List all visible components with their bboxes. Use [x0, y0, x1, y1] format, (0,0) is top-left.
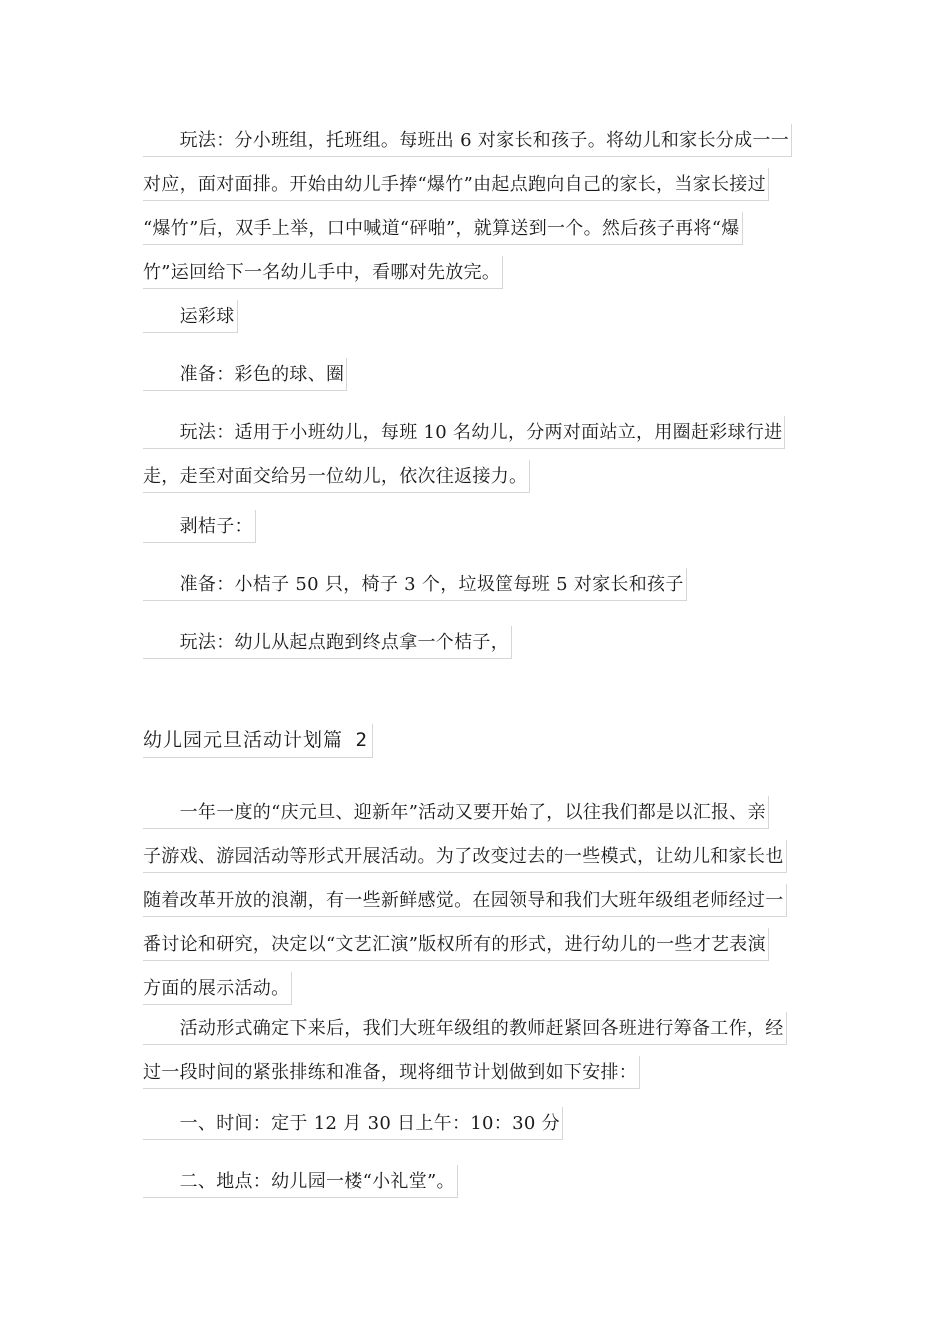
text-line: 一、时间：定于 12 月 30 日上午：10：30 分 [143, 1107, 563, 1140]
paragraph-location [143, 1165, 807, 1209]
text-line: 二、地点：幼儿园一楼“小礼堂”。 [143, 1165, 458, 1198]
text-line: 玩法：适用于小班幼儿，每班 10 名幼儿，分两对面站立，用圈赶彩球行进 [143, 416, 785, 449]
paragraph-firecracker-rules [143, 124, 807, 300]
text-line: 走，走至对面交给另一位幼儿，依次往返接力。 [143, 460, 530, 493]
text-line: 准备：小桔子 50 只，椅子 3 个，垃圾筐每班 5 对家长和孩子 [143, 568, 687, 601]
paragraph-time [143, 1107, 807, 1151]
section-heading [143, 724, 373, 758]
text-line: 随着改革开放的浪潮，有一些新鲜感觉。在园领导和我们大班年级组老师经过一 [143, 884, 787, 917]
paragraph-orange-prep [143, 568, 807, 612]
text-line: 过一段时间的紧张排练和准备，现将细节计划做到如下安排： [143, 1056, 640, 1089]
paragraph-orange-title [143, 510, 807, 554]
text-line: 子游戏、游园活动等形式开展活动。为了改变过去的一些模式，让幼儿和家长也 [143, 840, 787, 873]
text-line: 运彩球 [143, 300, 238, 333]
paragraph-arrangement [143, 1012, 807, 1100]
text-line: “爆竹”后，双手上举，口中喊道“砰啪”，就算送到一个。然后孩子再将“爆 [143, 212, 743, 245]
paragraph-colored-ball-prep [143, 358, 807, 402]
text-line: 玩法：分小班组，托班组。每班出 6 对家长和孩子。将幼儿和家长分成一一 [143, 124, 792, 157]
paragraph-colored-ball-title [143, 300, 807, 344]
section-heading-text: 幼儿园元旦活动计划篇 2 [143, 724, 373, 758]
paragraph-intro [143, 796, 807, 1016]
text-line: 活动形式确定下来后，我们大班年级组的教师赶紧回各班进行筹备工作，经 [143, 1012, 787, 1045]
text-line: 方面的展示活动。 [143, 972, 292, 1005]
text-line: 对应，面对面排。开始由幼儿手捧“爆竹”由起点跑向自己的家长，当家长接过 [143, 168, 769, 201]
text-line: 玩法：幼儿从起点跑到终点拿一个桔子， [143, 626, 512, 659]
paragraph-colored-ball-rules [143, 416, 807, 504]
text-line: 一年一度的“庆元旦、迎新年”活动又要开始了，以往我们都是以汇报、亲 [143, 796, 769, 829]
text-line: 番讨论和研究，决定以“文艺汇演”版权所有的形式，进行幼儿的一些才艺表演 [143, 928, 769, 961]
text-line: 剥桔子： [143, 510, 256, 543]
paragraph-orange-rules [143, 626, 807, 670]
text-line: 竹”运回给下一名幼儿手中，看哪对先放完。 [143, 256, 503, 289]
text-line: 准备：彩色的球、圈 [143, 358, 347, 391]
